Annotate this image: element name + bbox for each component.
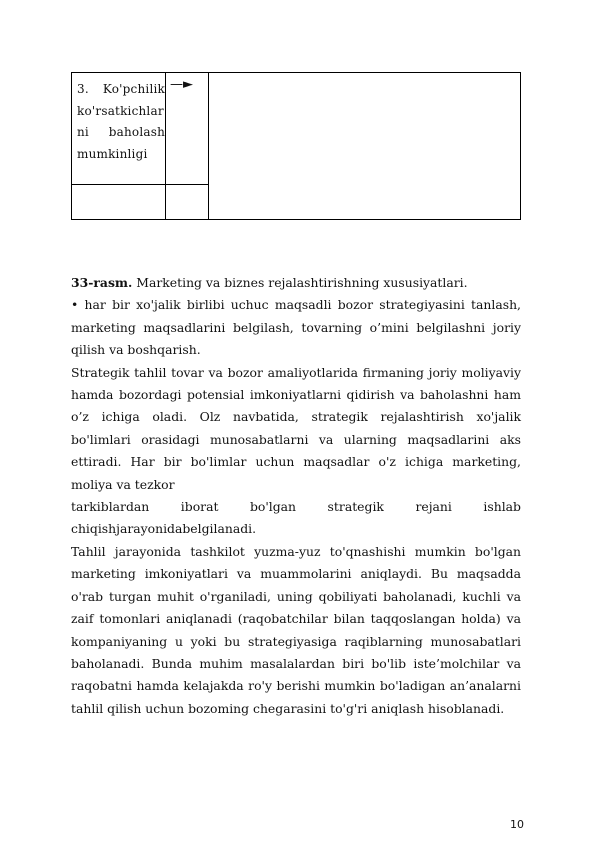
table-row-divider [72, 184, 209, 185]
table-divider-1 [165, 73, 166, 219]
paragraph-analysis-process: Tahlil jarayonida tashkilot yuzma-yuz to'qnashishi mumkin bo'lgan marketing imkoniyatlari va muammolarini aniqlaydi. Bu maqsadda o'rab turgan muhit o'rganiladi, uning qobiliyati baholanadi, kuchli va zaif tomonlari aniqlanadi (raqobatchilar bilan taqqoslangan holda) va kompaniyaning u yoki bu strategiyasiga raqiblarning munosabatlari baholanadi. Bunda muhim masalalardan biri bo'lib iste’molchilar va raqobatni hamda kelajakda ro'y berishi mumkin bo'ladigan an’analarni tahlil qilish uchun bozoming chegarasini to'g'ri aniqlash hisoblanadi. [71, 543, 521, 716]
paragraph-end-line: chiqishjarayonidabelgilanadi. [71, 521, 257, 537]
cell-line-1: 3. Ko'pchilik [77, 82, 165, 96]
table-divider-2 [208, 73, 209, 219]
cell-line-4: mumkinligi [77, 146, 148, 161]
paragraph-strategic-analysis [71, 362, 521, 541]
table-cell-criteria [77, 79, 165, 165]
caption-label: 33-rasm. [71, 275, 133, 290]
paragraph-justified-line: tarkiblardan iborat bo'lgan strategik rejani ishlab [71, 499, 521, 515]
caption-text: Marketing va biznes rejalashtirishning xususiyatlari. [132, 275, 468, 290]
cell-line-3: ni baholash [77, 125, 165, 139]
cell-line-2: ko'rsatkichlar [77, 103, 164, 118]
bullet-paragraph: • har bir xo'jalik birlibi uchuc maqsadli bozor strategiyasini tanlash, marketing maqsadlarini belgilash, tovarning o’mini belgilashni joriy qilish va boshqarish. [71, 297, 521, 358]
arrow-icon: —► [170, 77, 193, 92]
page-number: 10 [510, 818, 524, 831]
diagram-table-fragment [71, 72, 521, 220]
figure-caption [71, 272, 521, 294]
paragraph-main: Strategik tahlil tovar va bozor amaliyotlarida firmaning joriy moliyaviy hamda bozordagi potensial imkoniyatlarni qidirish va baholashni ham o’z ichiga oladi. Olz navbatida, strategik rejalashtirish xo'jalik bo'limlari orasidagi munosabatlarni va ularning maqsadlarini aks ettiradi. Har bir bo'limlar uchun maqsadlar o'z ichiga marketing, moliya va tezkor [71, 364, 521, 492]
document-body [71, 272, 521, 720]
